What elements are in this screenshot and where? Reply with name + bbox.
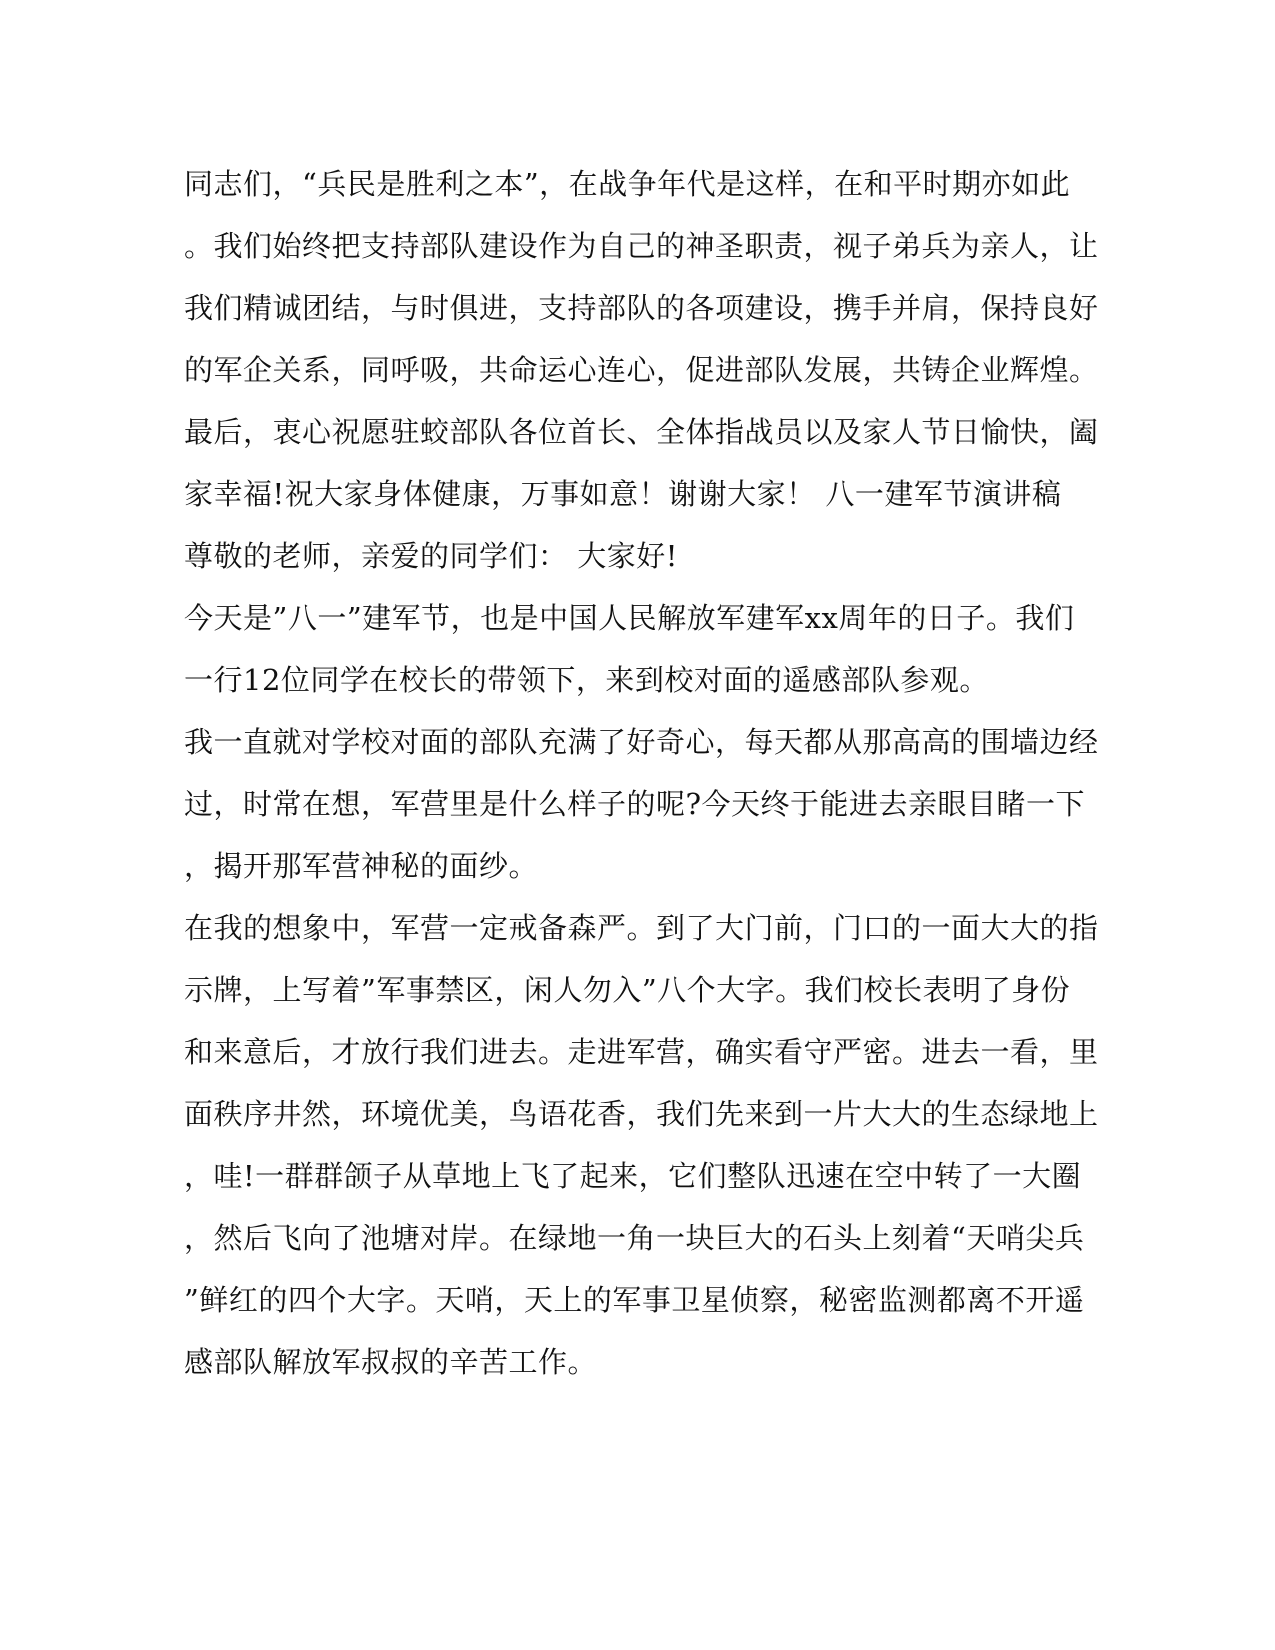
text-line: 过，时常在想，军营里是什么样子的呢?今天终于能进去亲眼目睹一下 [184, 787, 1086, 821]
text-line: 和来意后，才放行我们进去。走进军营，确实看守严密。进去一看，里 [184, 1035, 1099, 1069]
text-line: 尊敬的老师，亲爱的同学们： 大家好! [184, 539, 678, 573]
text-line: 在我的想象中，军营一定戒备森严。到了大门前，门口的一面大大的指 [184, 911, 1099, 945]
text-line: ，然后飞向了池塘对岸。在绿地一角一块巨大的石头上刻着“天哨尖兵 [184, 1221, 1085, 1255]
text-line: 同志们，“兵民是胜利之本”，在战争年代是这样，在和平时期亦如此 [184, 167, 1071, 201]
text-line: 今天是”八一”建军节，也是中国人民解放军建军xx周年的日子。我们 [184, 601, 1075, 635]
text-line: 示牌，上写着”军事禁区，闲人勿入”八个大字。我们校长表明了身份 [184, 973, 1071, 1007]
text-line: ，揭开那军营神秘的面纱。 [184, 849, 539, 883]
text-line: 我们精诚团结，与时俱进，支持部队的各项建设，携手并肩，保持良好 [184, 291, 1099, 325]
text-line: ”鲜红的四个大字。天哨，天上的军事卫星侦察，秘密监测都离不开遥 [184, 1283, 1085, 1317]
text-line: 一行12位同学在校长的带领下，来到校对面的遥感部队参观。 [184, 663, 989, 697]
text-line: 我一直就对学校对面的部队充满了好奇心，每天都从那高高的围墙边经 [184, 725, 1099, 759]
text-line: 家幸福!祝大家身体健康，万事如意！谢谢大家！ 八一建军节演讲稿 [184, 477, 1062, 511]
text-line: 。我们始终把支持部队建设作为自己的神圣职责，视子弟兵为亲人，让 [184, 229, 1099, 263]
text-line: 面秩序井然，环境优美，鸟语花香，我们先来到一片大大的生态绿地上 [184, 1097, 1099, 1131]
text-line: 最后，衷心祝愿驻蛟部队各位首长、全体指战员以及家人节日愉快，阖 [184, 415, 1099, 449]
text-line: 的军企关系，同呼吸，共命运心连心，促进部队发展，共铸企业辉煌。 [184, 353, 1099, 387]
text-line: ，哇!一群群颌子从草地上飞了起来，它们整队迅速在空中转了一大圈 [184, 1159, 1082, 1193]
text-line: 感部队解放军叔叔的辛苦工作。 [184, 1345, 598, 1379]
